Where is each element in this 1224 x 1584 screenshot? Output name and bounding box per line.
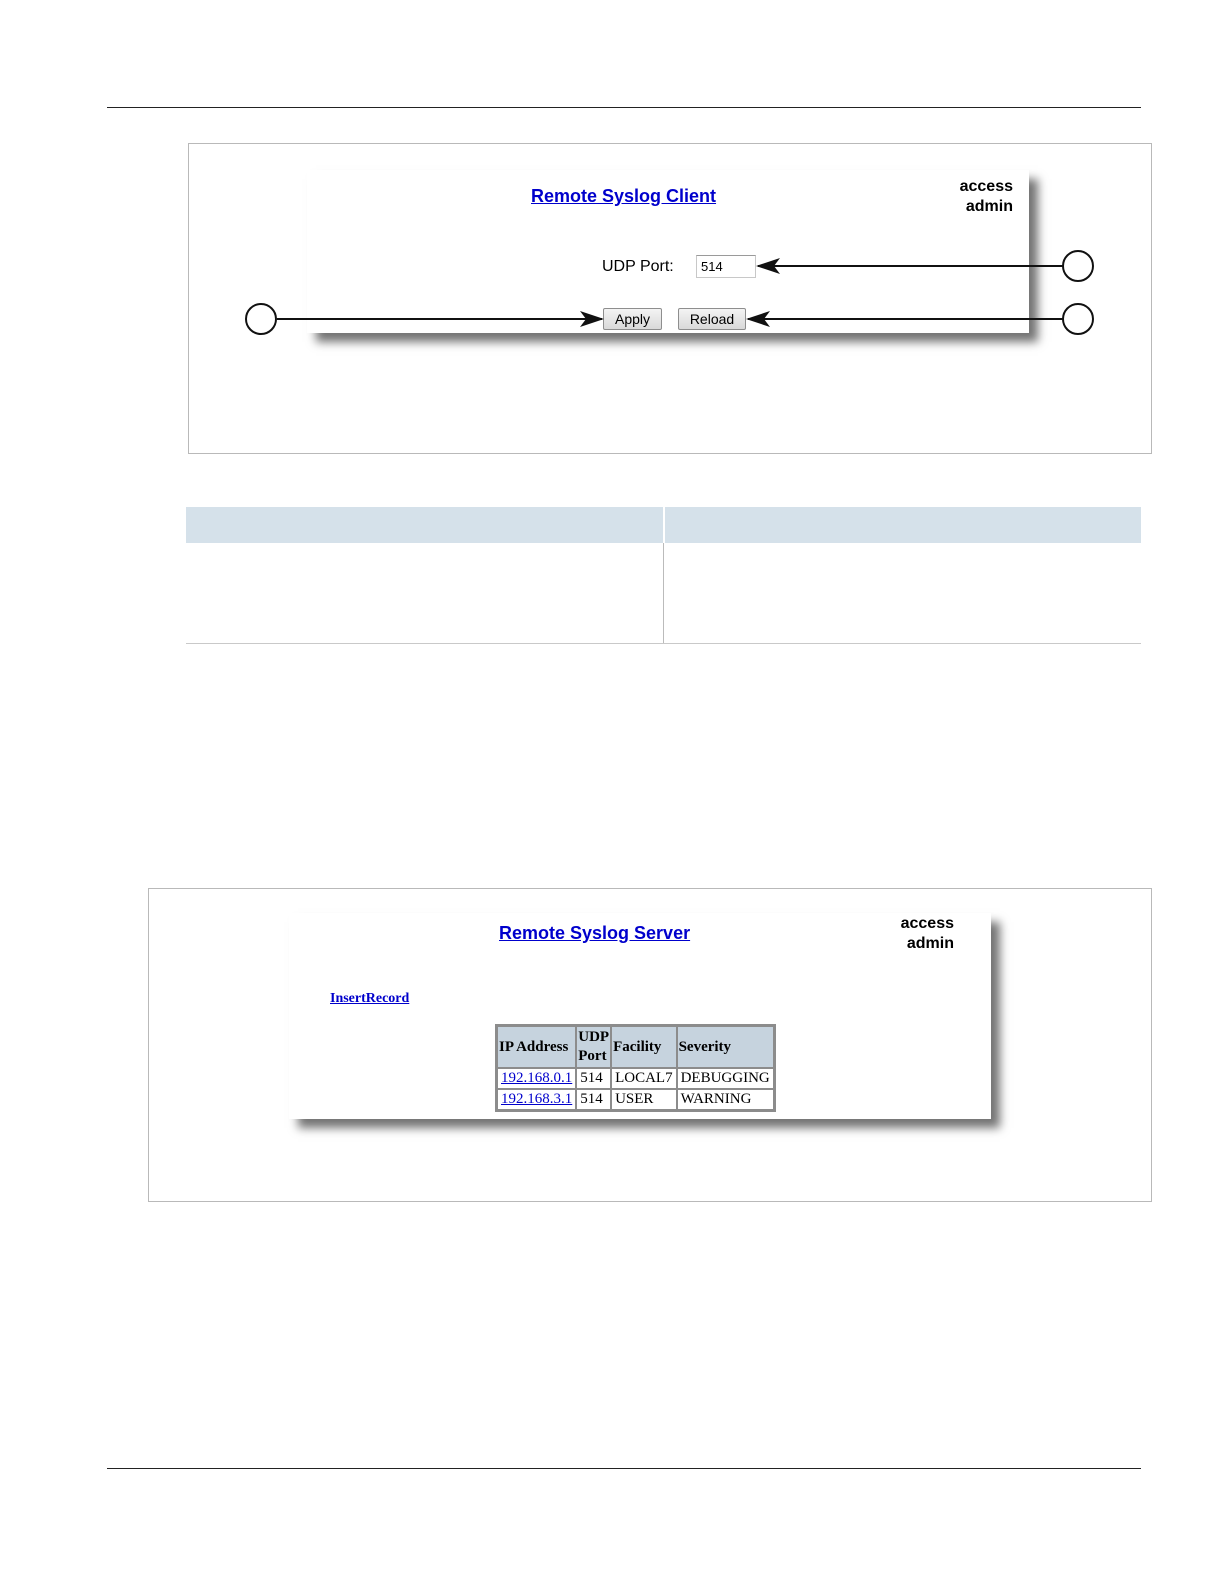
reload-button[interactable]: Reload [678, 308, 746, 330]
table-cell [663, 543, 1141, 643]
header-cell [663, 507, 1142, 543]
table-cell [186, 543, 663, 643]
access-label: access [900, 915, 954, 932]
facility-cell: LOCAL7 [611, 1068, 677, 1089]
callout-circle-reload [1062, 303, 1094, 335]
callout-circle-apply [245, 303, 277, 335]
table-header-row [186, 507, 1141, 543]
severity-cell: DEBUGGING [677, 1068, 774, 1089]
server-access-block [860, 914, 954, 954]
ip-address-link[interactable]: 192.168.0.1 [501, 1070, 573, 1086]
syslog-server-table [495, 1024, 776, 1112]
table-header-row [497, 1026, 774, 1068]
table-row [497, 1089, 774, 1110]
column-header-severity: Severity [677, 1026, 774, 1068]
column-header-udp-port [576, 1026, 611, 1068]
ip-address-link[interactable]: 192.168.3.1 [501, 1091, 573, 1107]
access-label: access [959, 178, 1013, 195]
table-row [497, 1068, 774, 1089]
footer-rule [107, 1468, 1141, 1469]
access-value: admin [906, 935, 954, 952]
table-row [186, 543, 1141, 644]
access-value: admin [965, 198, 1013, 215]
udp-header-line-2: Port [578, 1048, 607, 1064]
callout-circle-udp-port [1062, 250, 1094, 282]
ip-cell [497, 1068, 576, 1089]
header-cell [186, 507, 663, 543]
server-page-title[interactable]: Remote Syslog Server [499, 923, 691, 943]
column-header-ip-address: IP Address [497, 1026, 576, 1068]
udp-port-label: UDP Port: [602, 258, 674, 275]
port-cell: 514 [576, 1089, 611, 1110]
severity-cell: WARNING [677, 1089, 774, 1110]
facility-cell: USER [611, 1089, 677, 1110]
parameter-description-table [186, 507, 1141, 644]
client-page-title[interactable]: Remote Syslog Client [531, 186, 717, 206]
apply-button[interactable]: Apply [603, 308, 662, 330]
ip-cell [497, 1089, 576, 1110]
insert-record-link[interactable]: InsertRecord [330, 991, 410, 1006]
port-cell: 514 [576, 1068, 611, 1089]
column-header-facility: Facility [611, 1026, 677, 1068]
udp-header-line-1: UDP [578, 1029, 610, 1045]
